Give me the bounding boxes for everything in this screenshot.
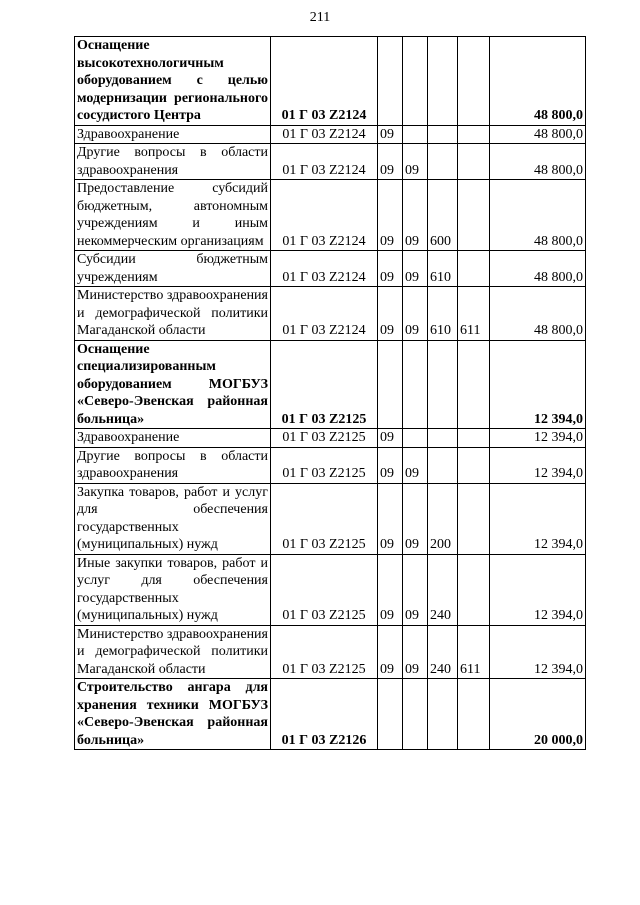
row-amount-cell: 12 394,0 bbox=[490, 554, 586, 625]
row-expense-type-cell: 600 bbox=[428, 180, 458, 251]
row-code-cell: 01 Г 03 Z2125 bbox=[271, 625, 378, 679]
row-code-cell: 01 Г 03 Z2125 bbox=[271, 340, 378, 429]
row-section-cell: 09 bbox=[378, 625, 403, 679]
row-amount-cell: 20 000,0 bbox=[490, 679, 586, 750]
row-name-cell: Здравоохранение bbox=[75, 429, 271, 448]
row-admin-code-cell bbox=[458, 447, 490, 483]
row-section-cell bbox=[378, 340, 403, 429]
row-section-cell: 09 bbox=[378, 554, 403, 625]
row-expense-type-cell bbox=[428, 144, 458, 180]
row-code-cell: 01 Г 03 Z2125 bbox=[271, 483, 378, 554]
row-name-cell: Оснащение специализированным оборудованием МОГБУЗ «Северо-Эвенская районная больница» bbox=[75, 340, 271, 429]
table-row bbox=[75, 447, 586, 483]
row-amount-cell: 48 800,0 bbox=[490, 287, 586, 341]
row-subsection-cell: 09 bbox=[403, 625, 428, 679]
row-name-cell: Строительство ангара для хранения техники МОГБУЗ «Северо-Эвенская районная больница» bbox=[75, 679, 271, 750]
row-expense-type-cell: 240 bbox=[428, 625, 458, 679]
row-code-cell: 01 Г 03 Z2124 bbox=[271, 144, 378, 180]
table-row bbox=[75, 340, 586, 429]
row-amount-cell: 12 394,0 bbox=[490, 429, 586, 448]
row-code-cell: 01 Г 03 Z2124 bbox=[271, 287, 378, 341]
row-code-cell: 01 Г 03 Z2125 bbox=[271, 429, 378, 448]
row-name-cell: Министерство здравоохранения и демографической политики Магаданской области bbox=[75, 625, 271, 679]
row-section-cell: 09 bbox=[378, 251, 403, 287]
row-expense-type-cell bbox=[428, 429, 458, 448]
row-admin-code-cell bbox=[458, 554, 490, 625]
row-section-cell bbox=[378, 37, 403, 126]
row-expense-type-cell: 610 bbox=[428, 287, 458, 341]
row-admin-code-cell bbox=[458, 679, 490, 750]
row-amount-cell: 12 394,0 bbox=[490, 340, 586, 429]
row-section-cell: 09 bbox=[378, 125, 403, 144]
table-row bbox=[75, 251, 586, 287]
row-name-cell: Другие вопросы в области здравоохранения bbox=[75, 447, 271, 483]
row-code-cell: 01 Г 03 Z2126 bbox=[271, 679, 378, 750]
row-name-cell: Субсидии бюджетным учреждениям bbox=[75, 251, 271, 287]
row-admin-code-cell bbox=[458, 483, 490, 554]
row-subsection-cell bbox=[403, 340, 428, 429]
row-amount-cell: 12 394,0 bbox=[490, 447, 586, 483]
row-amount-cell: 12 394,0 bbox=[490, 625, 586, 679]
row-code-cell: 01 Г 03 Z2124 bbox=[271, 125, 378, 144]
row-expense-type-cell: 200 bbox=[428, 483, 458, 554]
row-admin-code-cell bbox=[458, 429, 490, 448]
row-section-cell: 09 bbox=[378, 180, 403, 251]
row-expense-type-cell bbox=[428, 340, 458, 429]
row-name-cell: Оснащение высокотехнологичным оборудованием с целью модернизации регионального сосудистого Центра bbox=[75, 37, 271, 126]
row-admin-code-cell bbox=[458, 251, 490, 287]
row-admin-code-cell bbox=[458, 180, 490, 251]
row-subsection-cell: 09 bbox=[403, 287, 428, 341]
row-admin-code-cell bbox=[458, 125, 490, 144]
table-row bbox=[75, 287, 586, 341]
row-section-cell bbox=[378, 679, 403, 750]
row-subsection-cell bbox=[403, 125, 428, 144]
page-number: 211 bbox=[309, 10, 331, 25]
row-amount-cell: 48 800,0 bbox=[490, 125, 586, 144]
row-amount-cell: 48 800,0 bbox=[490, 251, 586, 287]
row-amount-cell: 48 800,0 bbox=[490, 180, 586, 251]
row-name-cell: Иные закупки товаров, работ и услуг для обеспечения государственных (муниципальных) нужд bbox=[75, 554, 271, 625]
row-section-cell: 09 bbox=[378, 429, 403, 448]
row-subsection-cell: 09 bbox=[403, 554, 428, 625]
row-expense-type-cell bbox=[428, 125, 458, 144]
row-amount-cell: 48 800,0 bbox=[490, 144, 586, 180]
table-row bbox=[75, 625, 586, 679]
row-name-cell: Другие вопросы в области здравоохранения bbox=[75, 144, 271, 180]
table-row bbox=[75, 483, 586, 554]
table-row bbox=[75, 554, 586, 625]
budget-table bbox=[74, 36, 586, 750]
table-row bbox=[75, 144, 586, 180]
row-code-cell: 01 Г 03 Z2124 bbox=[271, 180, 378, 251]
row-expense-type-cell: 610 bbox=[428, 251, 458, 287]
table-row bbox=[75, 679, 586, 750]
row-code-cell: 01 Г 03 Z2125 bbox=[271, 554, 378, 625]
row-code-cell: 01 Г 03 Z2125 bbox=[271, 447, 378, 483]
row-subsection-cell: 09 bbox=[403, 144, 428, 180]
row-subsection-cell bbox=[403, 429, 428, 448]
row-code-cell: 01 Г 03 Z2124 bbox=[271, 251, 378, 287]
row-expense-type-cell bbox=[428, 679, 458, 750]
row-subsection-cell: 09 bbox=[403, 483, 428, 554]
row-amount-cell: 12 394,0 bbox=[490, 483, 586, 554]
table-row bbox=[75, 429, 586, 448]
row-subsection-cell bbox=[403, 37, 428, 126]
row-section-cell: 09 bbox=[378, 144, 403, 180]
row-amount-cell: 48 800,0 bbox=[490, 37, 586, 126]
row-subsection-cell bbox=[403, 679, 428, 750]
row-section-cell: 09 bbox=[378, 287, 403, 341]
row-code-cell: 01 Г 03 Z2124 bbox=[271, 37, 378, 126]
row-subsection-cell: 09 bbox=[403, 251, 428, 287]
row-admin-code-cell bbox=[458, 340, 490, 429]
table-row bbox=[75, 37, 586, 126]
row-admin-code-cell: 611 bbox=[458, 287, 490, 341]
row-admin-code-cell: 611 bbox=[458, 625, 490, 679]
row-name-cell: Предоставление субсидий бюджетным, автономным учреждениям и иным некоммерческим организациям bbox=[75, 180, 271, 251]
row-section-cell: 09 bbox=[378, 447, 403, 483]
row-expense-type-cell bbox=[428, 37, 458, 126]
row-section-cell: 09 bbox=[378, 483, 403, 554]
table-body bbox=[75, 37, 586, 750]
row-subsection-cell: 09 bbox=[403, 180, 428, 251]
table-row bbox=[75, 180, 586, 251]
row-expense-type-cell: 240 bbox=[428, 554, 458, 625]
row-admin-code-cell bbox=[458, 144, 490, 180]
table-row bbox=[75, 125, 586, 144]
row-admin-code-cell bbox=[458, 37, 490, 126]
row-name-cell: Министерство здравоохранения и демографической политики Магаданской области bbox=[75, 287, 271, 341]
row-name-cell: Здравоохранение bbox=[75, 125, 271, 144]
row-subsection-cell: 09 bbox=[403, 447, 428, 483]
row-name-cell: Закупка товаров, работ и услуг для обеспечения государственных (муниципальных) нужд bbox=[75, 483, 271, 554]
row-expense-type-cell bbox=[428, 447, 458, 483]
